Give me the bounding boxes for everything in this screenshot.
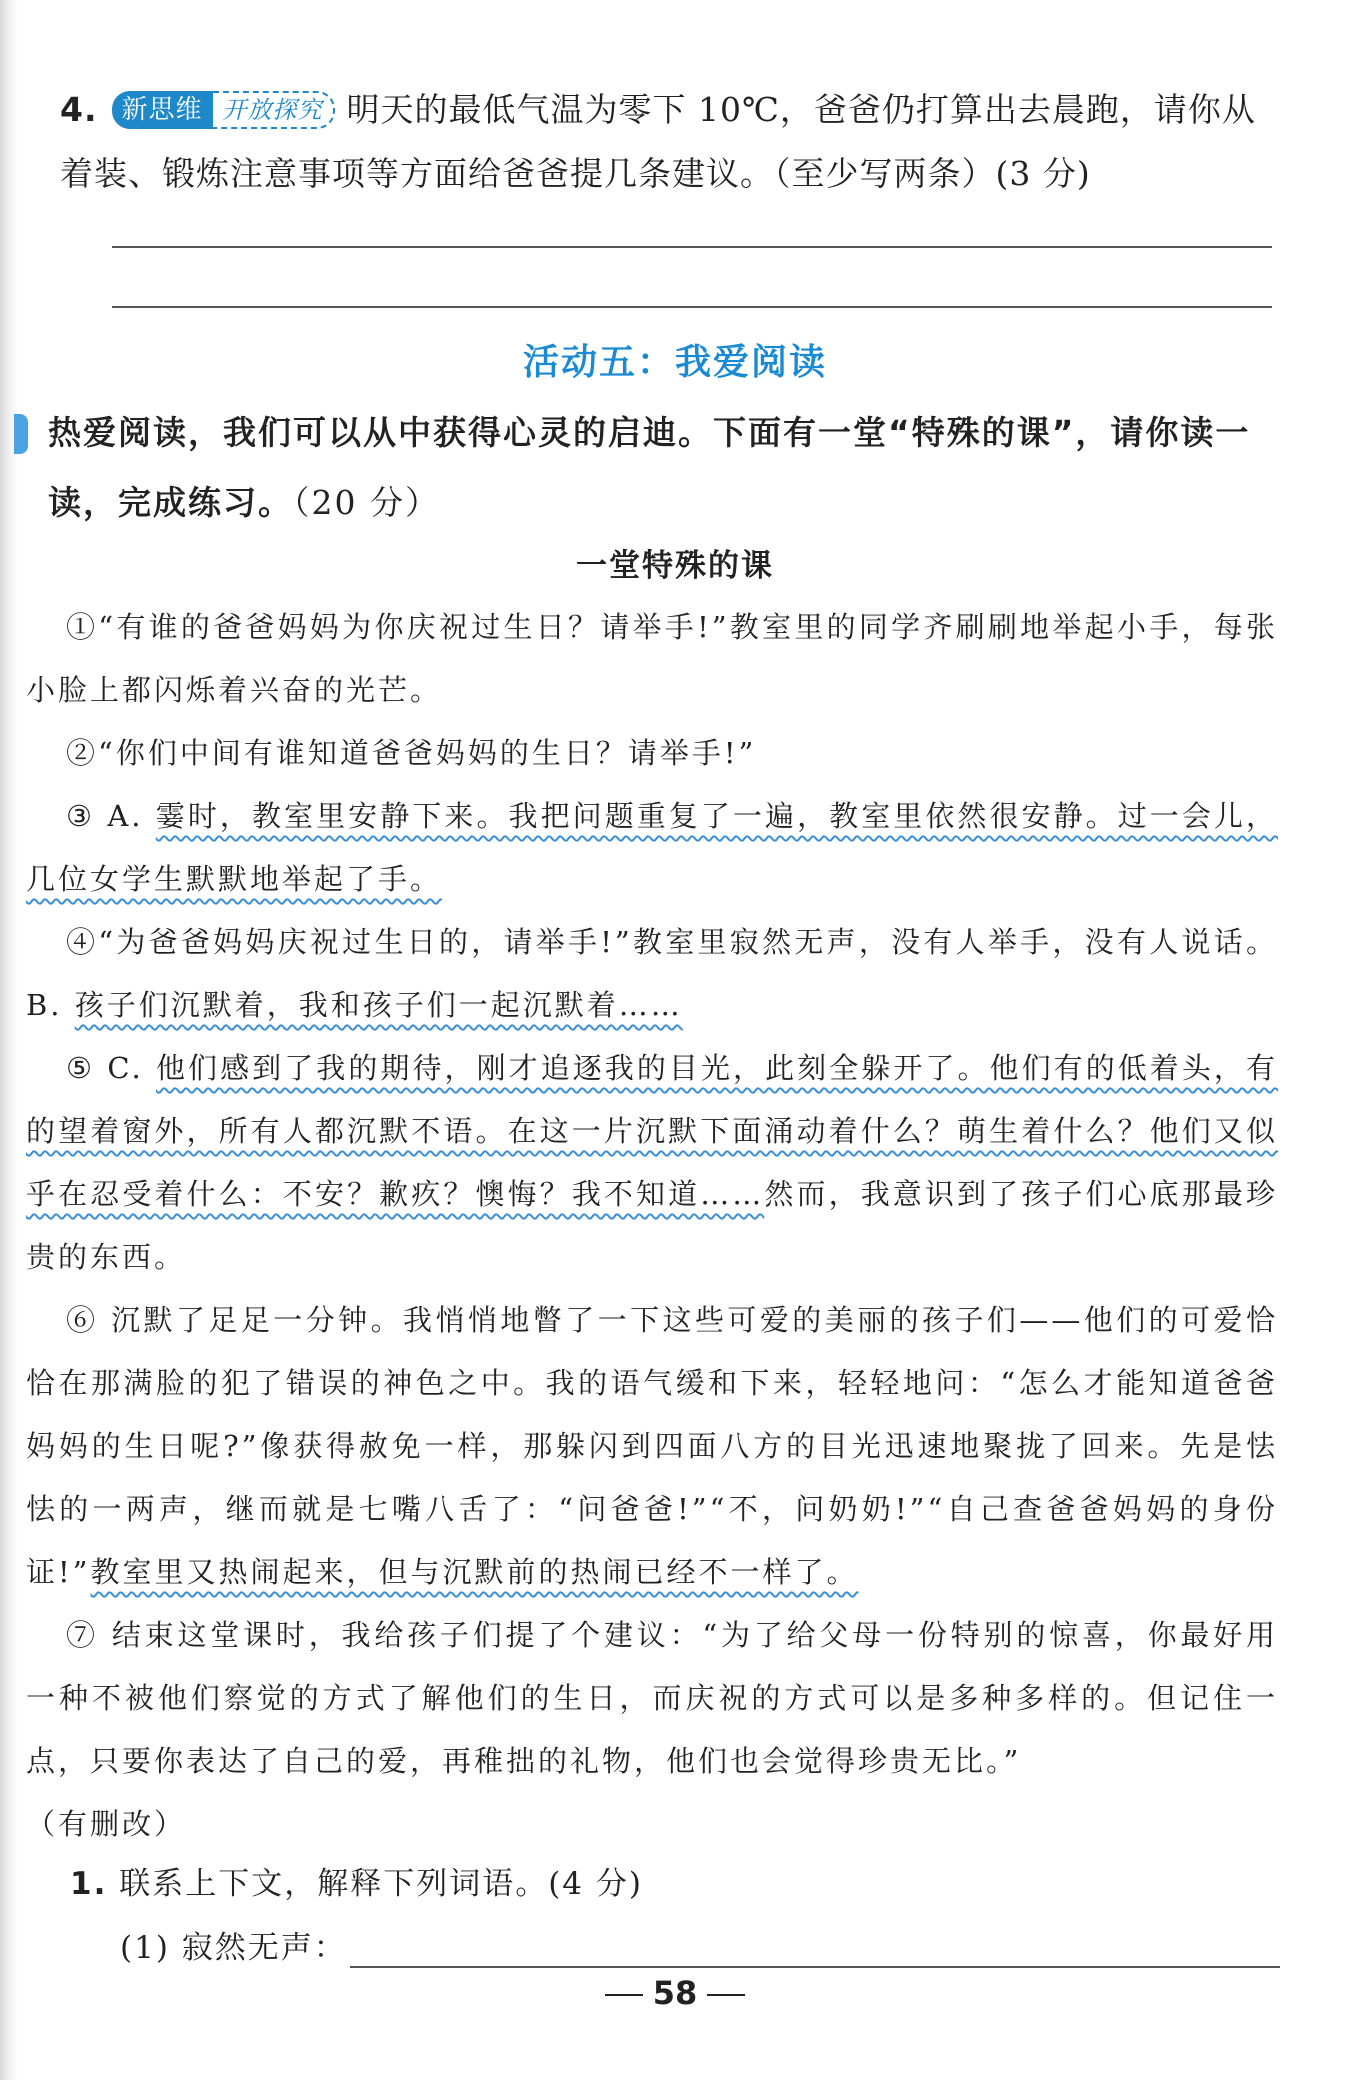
paragraph-4-text: ④“为爸爸妈妈庆祝过生日的，请举手!”教室里寂然无声，没有人举手，没有人说话。B. [26, 925, 1278, 1022]
new-thinking-badge [112, 91, 335, 129]
marked-sentence-a: 霎时，教室里安静下来。我把问题重复了一遍，教室里依然很安静。过一会儿，几位女学生默默地举起了手。 [26, 799, 1278, 896]
paragraph-7: ⑦ 结束这堂课时，我给孩子们提了个建议：“为了给父母一份特别的惊喜，你最好用一种不被他们察觉的方式了解他们的生日，而庆祝的方式可以是多种多样的。但记住一点，只要你表达了自己的爱，再稚拙的礼物，他们也会觉得珍贵无比。” [26, 1618, 1278, 1778]
page-number-dash-right [707, 1994, 745, 1996]
page-number-value: 58 [652, 1974, 698, 2012]
marked-sentence-c: 他们感到了我的期待，刚才追逐我的目光，此刻全躲开了。他们有的低着头，有的望着窗外，所有人都沉默不语。在这一片沉默下面涌动着什么？萌生着什么？他们又似乎在忍受着什么：不安？歉疚？懊悔？我不知道…… [26, 1051, 1278, 1211]
section-title: 活动五：我爱阅读 [522, 342, 827, 383]
question-number: 4. [60, 90, 98, 129]
page-binding-edge [0, 0, 18, 2080]
badge-tag-label: 开放探究 [213, 91, 335, 129]
question-number: 1. [70, 1866, 108, 1902]
article-title: 一堂特殊的课 [576, 548, 774, 584]
question-4 [60, 78, 1275, 206]
question-1 [70, 1852, 1270, 1916]
paragraph-5-text: 然而，我意识到了孩子们心底那最珍贵的东西。 [26, 1177, 1278, 1274]
section-marker-icon [14, 414, 28, 454]
article-body [26, 596, 1278, 1856]
paragraph-2: ②“你们中间有谁知道爸爸妈妈的生日？请举手!” [66, 736, 757, 770]
marked-sentence-b: 孩子们沉默着，我和孩子们一起沉默着…… [74, 988, 683, 1022]
paragraph-5-label: ⑤ C. [66, 1051, 156, 1085]
paragraph-1: ①“有谁的爸爸妈妈为你庆祝过生日？请举手!”教室里的同学齐刷刷地举起小手，每张小脸上都闪烁着兴奋的光芒。 [26, 610, 1278, 707]
section-score: （20 分） [293, 483, 440, 522]
paragraph-3 [26, 785, 1278, 911]
paragraph-3-label: ③ A. [66, 799, 156, 833]
question-1-sub-1: (1) 寂然无声： [120, 1930, 347, 1966]
answer-line-2[interactable] [112, 306, 1272, 308]
page-number-dash-left [605, 1994, 643, 1996]
source-note: （有删改） [26, 1807, 187, 1841]
paragraph-6 [26, 1289, 1278, 1604]
paragraph-6-text: ⑥ 沉默了足足一分钟。我悄悄地瞥了一下这些可爱的美丽的孩子们——他们的可爱恰恰在那满脸的犯了错误的神色之中。我的语气缓和下来，轻轻地问：“怎么才能知道爸爸妈妈的生日呢?”像获得赦免一样，那躲闪到四面八方的目光迅速地聚拢了回来。先是怯怯的一两声，继而就是七嘴八舌了：“问爸爸!”“不，问奶奶!”“自己查爸爸妈妈的身份证!” [26, 1303, 1278, 1589]
question-1-text: 联系上下文，解释下列词语。(4 分) [119, 1866, 643, 1902]
marked-sentence-d: 教室里又热闹起来，但与沉默前的热闹已经不一样了。 [90, 1555, 859, 1589]
answer-line-1[interactable] [112, 246, 1272, 248]
section-intro-text: 热爱阅读，我们可以从中获得心灵的启迪。下面有一堂“特殊的课”，请你读一读，完成练习。 [48, 413, 1251, 522]
question-4-text: 明天的最低气温为零下 10℃，爸爸仍打算出去晨跑，请你从着装、锻炼注意事项等方面给爸爸提几条建议。（至少写两条）(3 分) [60, 90, 1256, 193]
page-number [0, 1974, 1350, 2012]
paragraph-5 [26, 1037, 1278, 1289]
paragraph-4 [26, 911, 1278, 1037]
section-intro [48, 398, 1278, 538]
badge-main-label: 新思维 [112, 91, 213, 129]
answer-line-q1-1[interactable] [350, 1966, 1280, 1968]
